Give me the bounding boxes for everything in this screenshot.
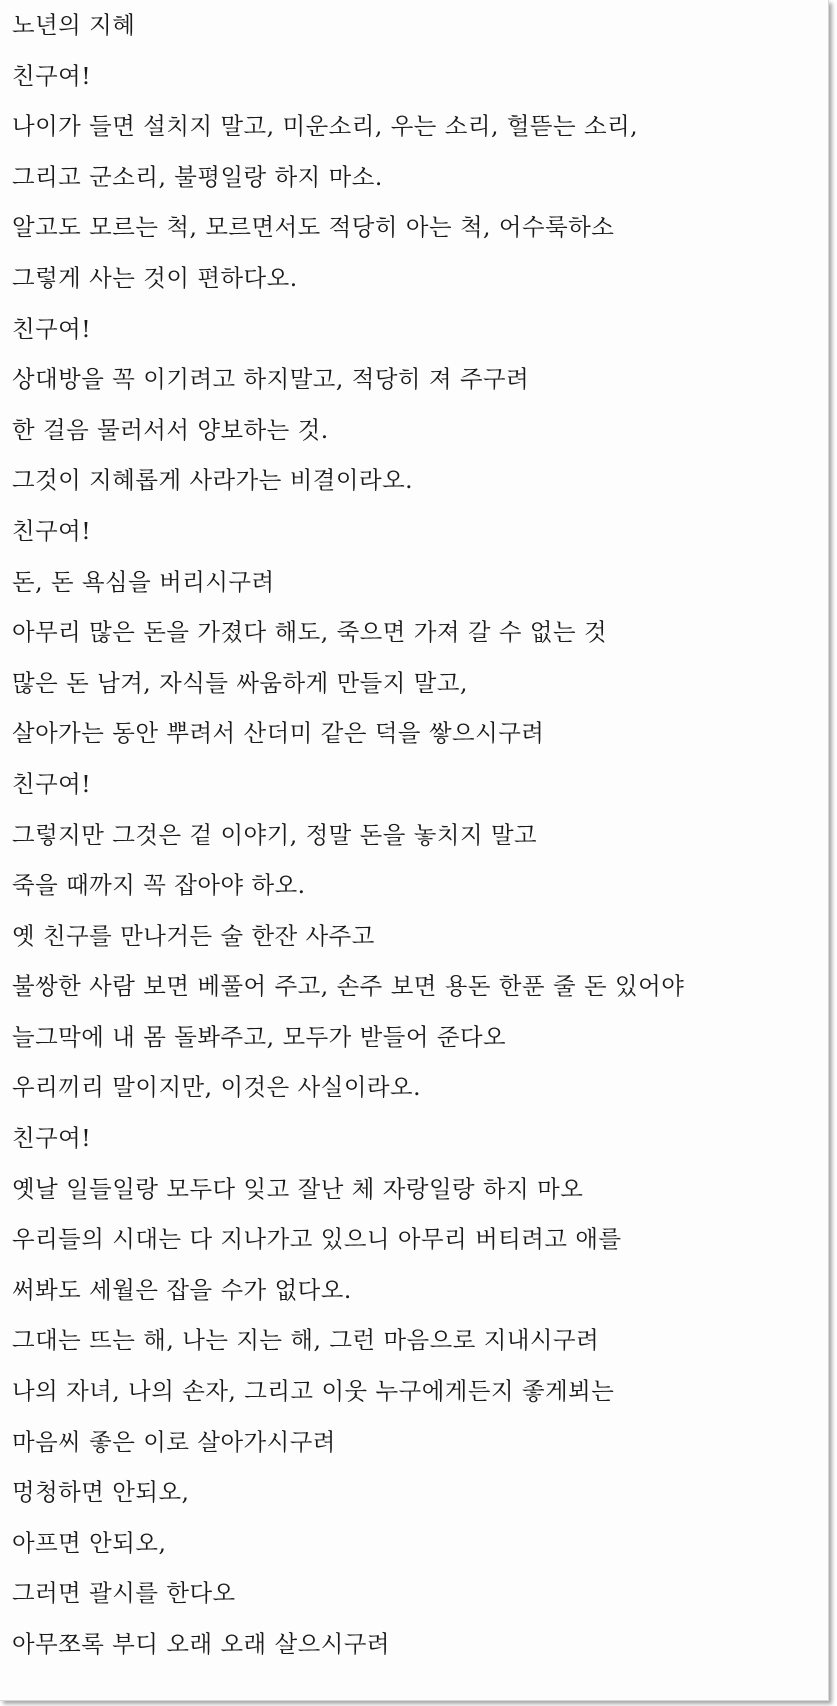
poem-line: 돈, 돈 욕심을 버리시구려 xyxy=(12,567,275,596)
poem-line: 친구여! xyxy=(12,61,92,90)
poem-line: 아무쪼록 부디 오래 오래 살으시구려 xyxy=(12,1630,391,1658)
poem-line: 죽을 때까지 꼭 잡아야 하오. xyxy=(12,871,306,900)
poem-line: 친구여! xyxy=(12,314,92,343)
poem-line: 그렇지만 그것은 겉 이야기, 정말 돈을 놓치지 말고 xyxy=(12,820,538,849)
poem-line: 그대는 뜨는 해, 나는 지는 해, 그런 마음으로 지내시구려 xyxy=(12,1326,600,1355)
poem-line: 그것이 지혜롭게 사라가는 비결이라오. xyxy=(12,466,414,495)
poem-line: 우리들의 시대는 다 지나가고 있으니 아무리 버티려고 애를 xyxy=(12,1225,622,1254)
poem-line: 친구여! xyxy=(12,769,92,798)
poem-line: 그리고 군소리, 불평일랑 하지 마소. xyxy=(12,162,383,191)
poem-line: 많은 돈 남겨, 자식들 싸움하게 만들지 말고, xyxy=(12,668,468,697)
poem-text xyxy=(12,0,828,1670)
poem-line: 그러면 괄시를 한다오 xyxy=(12,1579,236,1608)
poem-line: 친구여! xyxy=(12,516,92,545)
poem-line: 그렇게 사는 것이 편하다오. xyxy=(12,263,298,292)
poem-title: 노년의 지혜 xyxy=(12,11,136,39)
poem-line: 아프면 안되오, xyxy=(12,1528,167,1557)
poem-line: 나이가 들면 설치지 말고, 미운소리, 우는 소리, 헐뜯는 소리, xyxy=(12,112,639,141)
poem-line: 한 걸음 물러서서 양보하는 것. xyxy=(12,415,329,444)
poem-line: 불쌍한 사람 보면 베풀어 주고, 손주 보면 용돈 한푼 줄 돈 있어야 xyxy=(12,972,685,1001)
poem-line: 멍청하면 안되오, xyxy=(12,1478,190,1507)
poem-line: 알고도 모르는 척, 모르면서도 적당히 아는 척, 어수룩하소 xyxy=(12,213,615,242)
poem-line: 우리끼리 말이지만, 이것은 사실이라오. xyxy=(12,1073,422,1102)
poem-line: 써봐도 세월은 잡을 수가 없다오. xyxy=(12,1275,352,1304)
poem-line: 친구여! xyxy=(12,1124,92,1153)
poem-line: 마음씨 좋은 이로 살아가시구려 xyxy=(12,1427,336,1456)
poem-line: 상대방을 꼭 이기려고 하지말고, 적당히 져 주구려 xyxy=(12,365,530,394)
poem-line: 옛 친구를 만나거든 술 한잔 사주고 xyxy=(12,921,375,950)
poem-line: 아무리 많은 돈을 가졌다 해도, 죽으면 가져 갈 수 없는 것 xyxy=(12,618,608,647)
poem-line: 옛날 일들일랑 모두다 잊고 잘난 체 자랑일랑 하지 마오 xyxy=(12,1174,584,1203)
poem-line: 살아가는 동안 뿌려서 산더미 같은 덕을 쌓으시구려 xyxy=(12,719,545,748)
poem-line: 나의 자녀, 나의 손자, 그리고 이웃 누구에게든지 좋게뵈는 xyxy=(12,1377,615,1406)
poem-line: 늘그막에 내 몸 돌봐주고, 모두가 받들어 준다오 xyxy=(12,1022,507,1051)
